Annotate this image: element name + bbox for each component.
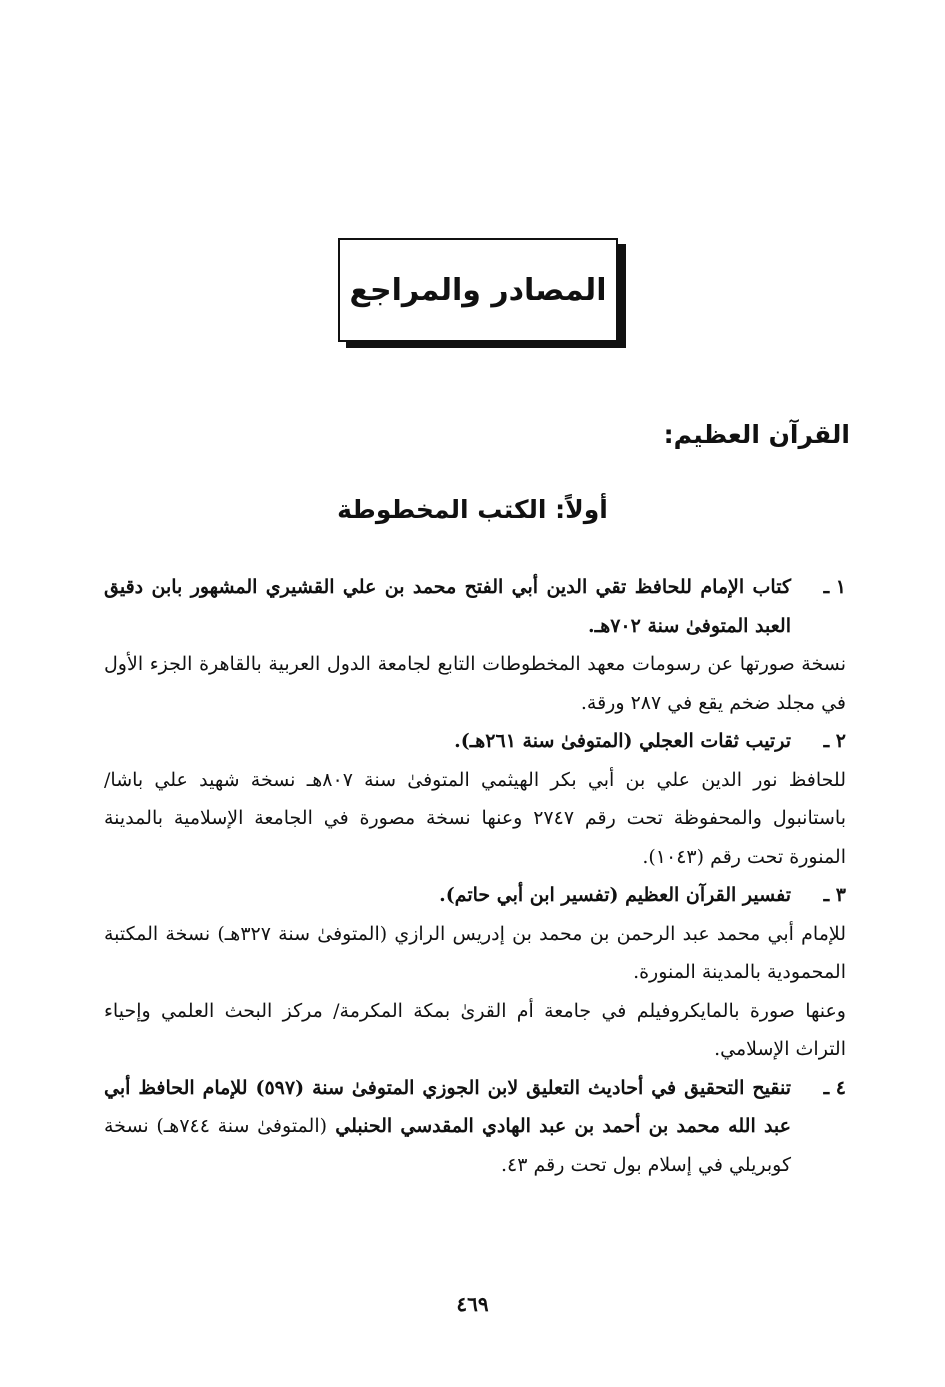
- entry-1: [104, 568, 846, 645]
- entry-description: للإمام أبي محمد عبد الرحمن بن محمد بن إدريس الرازي (المتوفىٰ سنة ٣٢٧هـ) نسخة المكتبة المحمودية بالمدينة المنورة.: [104, 922, 846, 983]
- entry-title: كتاب الإمام للحافظ تقي الدين أبي الفتح محمد بن علي القشيري المشهور بابن دقيق العبد المتوفىٰ سنة ٧٠٢هـ.: [104, 576, 791, 637]
- entry-description: للحافظ نور الدين علي بن أبي بكر الهيثمي المتوفىٰ سنة ٨٠٧هـ نسخة شهيد علي باشا/ باستانبول والمحفوظة تحت رقم ٢٧٤٧ وعنها نسخة مصورة في الجامعة الإسلامية بالمدينة المنورة تحت رقم (١٠٤٣).: [104, 768, 846, 868]
- entry-4: [104, 1069, 846, 1185]
- entry-title: ترتيب ثقات العجلي (المتوفىٰ سنة ٢٦١هـ).: [454, 730, 791, 752]
- entry-2: [104, 722, 846, 761]
- entry-description: نسخة صورتها عن رسومات معهد المخطوطات التابع لجامعة الدول العربية بالقاهرة الجزء الأول في مجلد ضخم يقع في ٢٨٧ ورقة.: [104, 653, 846, 714]
- entry-number: ٤ ـ: [823, 1076, 846, 1099]
- section-title: أولاً: الكتب المخطوطة: [337, 495, 608, 524]
- entry-title-text: تنقيح التحقيق في أحاديث التعليق لابن الجوزي المتوفىٰ سنة (٥٩٧) للإمام الحافظ أبي عبد الله محمد بن أحمد بن عبد الهادي المقدسي الحنبلي: [104, 1076, 791, 1137]
- entry-number: ١ ـ: [823, 576, 846, 598]
- entries-list: [104, 568, 846, 1184]
- entry-title-tail: (المتوفىٰ سنة ٧٤٤هـ) نسخة كوبريلي في إسلام بول تحت رقم ٤٣.: [104, 1115, 791, 1176]
- entry-number: ٢ ـ: [823, 730, 846, 752]
- page-title: المصادر والمراجع: [349, 272, 607, 308]
- entry-title: [104, 1069, 791, 1185]
- entry-number: ٣ ـ: [823, 884, 846, 906]
- page-number: ٤٦٩: [456, 1292, 489, 1316]
- entry-description: وعنها صورة بالمايكروفيلم في جامعة أم القرىٰ بمكة المكرمة/ مركز البحث العلمي وإحياء التراث الإسلامي.: [104, 999, 846, 1060]
- title-box: [338, 238, 618, 342]
- entry-title: تفسير القرآن العظيم (تفسير ابن أبي حاتم).: [439, 884, 791, 906]
- entry-3: [104, 876, 846, 915]
- quran-heading: القرآن العظيم:: [663, 420, 850, 449]
